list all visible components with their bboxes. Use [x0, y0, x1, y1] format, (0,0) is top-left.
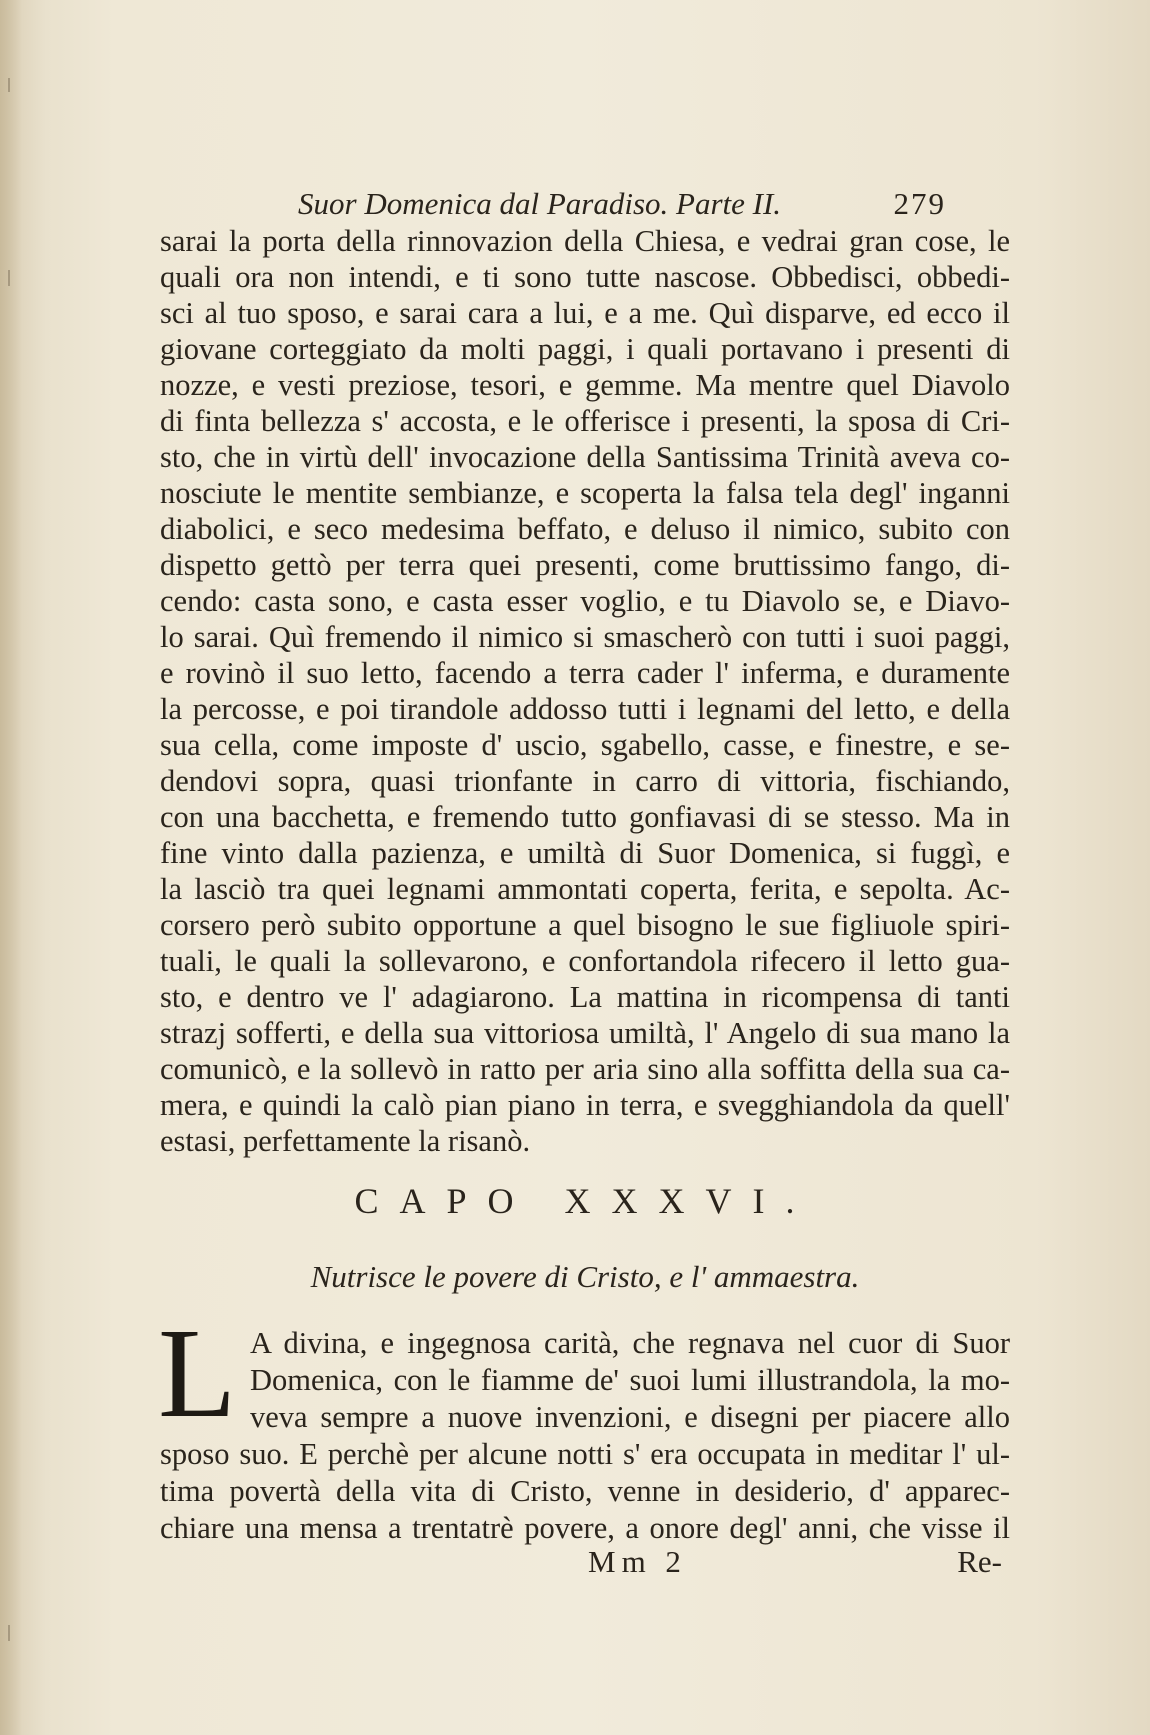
chapter-title: CAPO XXXVI. [354, 1181, 816, 1221]
text-line: tima povertà della vita di Cristo, venne in desiderio, d' apparec- [160, 1474, 1010, 1508]
text-line: lo sarai. Quì fremendo il nimico si smascherò con tutti i suoi paggi, [160, 620, 1010, 654]
text-line: la percosse, e poi tirandole addosso tutti i legnami del letto, e della [160, 692, 1010, 726]
text-line: tuali, le quali la sollevarono, e confortandola rifecero il letto gua- [160, 944, 1010, 978]
text-line: nozze, e vesti preziose, tesori, e gemme. Ma mentre quel Diavolo [160, 368, 1010, 402]
edge-mark [8, 78, 10, 92]
binding-shadow [0, 0, 22, 1735]
text-line: diabolici, e seco medesima beffato, e deluso il nimico, subito con [160, 512, 1010, 546]
text-line: quali ora non intendi, e ti sono tutte nascose. Obbedisci, obbedi- [160, 260, 1010, 294]
edge-mark [8, 270, 10, 286]
text-line: cendo: casta sono, e casta esser voglio, e tu Diavolo se, e Diavo- [160, 584, 1010, 618]
text-line: giovane corteggiato da molti paggi, i quali portavano i presenti di [160, 332, 1010, 366]
text-line: sposo suo. E perchè per alcune notti s' era occupata in meditar l' ul- [160, 1437, 1010, 1471]
signature-mark: Mm 2 [588, 1544, 687, 1579]
text-line: sto, e dentro ve l' adagiarono. La mattina in ricompensa di tanti [160, 980, 1010, 1014]
text-line: sto, che in virtù dell' invocazione della Santissima Trinità aveva co- [160, 440, 1010, 474]
text-line: chiare una mensa a trentatrè povere, a onore degl' anni, che visse il [160, 1511, 1010, 1545]
page-number: 279 [893, 186, 946, 221]
running-head-title: Suor Domenica dal Paradiso. Parte II. [298, 186, 782, 221]
text-line: fine vinto dalla pazienza, e umiltà di Suor Domenica, si fuggì, e [160, 836, 1010, 870]
text-line: comunicò, e la sollevò in ratto per aria sino alla soffitta della sua ca- [160, 1052, 1010, 1086]
text-line: dispetto gettò per terra quei presenti, come bruttissimo fango, di- [160, 548, 1010, 582]
drop-cap: L [158, 1302, 237, 1444]
running-head [298, 186, 946, 222]
text-line: la lasciò tra quei legnami ammontati coperta, ferita, e sepolta. Ac- [160, 872, 1010, 906]
catchword: Re- [957, 1544, 1002, 1579]
text-line: di finta bellezza s' accosta, e le offerisce i presenti, la sposa di Cri- [160, 404, 1010, 438]
text-line: Domenica, con le fiamme de' suoi lumi illustrandola, la mo- [250, 1363, 1010, 1397]
text-line: A divina, e ingegnosa carità, che regnava nel cuor di Suor [250, 1326, 1010, 1360]
text-line: estasi, perfettamente la risanò. [160, 1124, 531, 1158]
chapter-body [160, 1325, 1010, 1547]
text-line: mera, e quindi la calò pian piano in terra, e svegghiandola da quell' [160, 1088, 1010, 1122]
text-line: veva sempre a nuove invenzioni, e disegni per piacere allo [250, 1400, 1010, 1434]
text-line: con una bacchetta, e fremendo tutto gonfiavasi di se stesso. Ma in [160, 800, 1010, 834]
text-line: sci al tuo sposo, e sarai cara a lui, e a me. Quì disparve, ed ecco il [160, 296, 1010, 330]
page-footer [160, 1544, 1010, 1584]
chapter-subtitle: Nutrisce le povere di Cristo, e l' ammaestra. [310, 1259, 860, 1294]
body-text [160, 223, 1010, 1159]
edge-mark [8, 1625, 10, 1641]
text-line: strazj sofferti, e della sua vittoriosa umiltà, l' Angelo di sua mano la [160, 1016, 1010, 1050]
text-line: sarai la porta della rinnovazion della Chiesa, e vedrai gran cose, le [160, 224, 1010, 258]
text-line: dendovi sopra, quasi trionfante in carro di vittoria, fischiando, [160, 764, 1010, 798]
text-line: e rovinò il suo letto, facendo a terra cader l' inferma, e duramente [160, 656, 1010, 690]
text-line: sua cella, come imposte d' uscio, sgabello, casse, e finestre, e se- [160, 728, 1010, 762]
text-line: corsero però subito opportune a quel bisogno le sue figliuole spiri- [160, 908, 1010, 942]
text-line: nosciute le mentite sembianze, e scoperta la falsa tela degl' inganni [160, 476, 1010, 510]
